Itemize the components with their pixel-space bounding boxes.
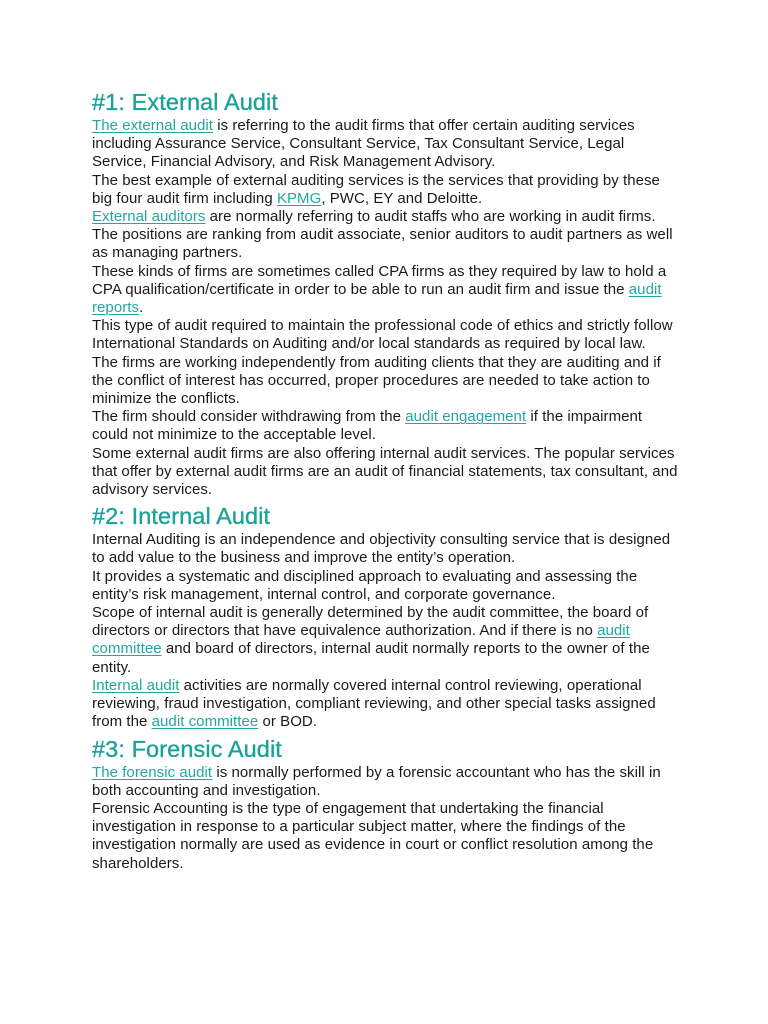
paragraph-text: Some external audit firms are also offering internal audit services. The popular services that offer by external audit firms are an audit of financial statements, tax consultant, and advisory services. [92, 444, 678, 499]
paragraph [92, 117, 682, 172]
document-page [92, 88, 682, 873]
paragraph-text: activities are normally covered internal control reviewing, operational reviewing, fraud investigation, compliant reviewing, and other special tasks assigned from the [92, 676, 656, 731]
paragraph [92, 408, 682, 444]
paragraph [92, 354, 682, 409]
paragraph [92, 172, 682, 208]
paragraph-text: is normally performed by a forensic accountant who has the skill in both accounting and investigation. [92, 763, 661, 799]
paragraph-text: Internal Auditing is an independence and objectivity consulting service that is designed to add value to the business and improve the entity’s operation. [92, 531, 671, 567]
paragraph [92, 764, 682, 800]
paragraph-text: or BOD. [258, 713, 318, 731]
paragraph-text: . [139, 299, 144, 317]
paragraph-text: if the impairment could not minimize to the acceptable level. [92, 408, 643, 444]
paragraph-text: Forensic Accounting is the type of engagement that undertaking the financial investigation in response to a particular subject matter, where the findings of the investigation normally are used as evidence in court or conflict resolution among the shareholders. [92, 799, 654, 872]
paragraph [92, 317, 682, 353]
link-the-external-audit[interactable]: The external audit [92, 117, 213, 134]
section-3 [92, 735, 682, 873]
link-internal-audit[interactable]: Internal audit [92, 676, 180, 694]
link-audit-committee[interactable]: audit committee [151, 713, 259, 731]
paragraph [92, 677, 682, 732]
paragraph-text: This type of audit required to maintain the professional code of ethics and strictly follow International Standards on Auditing and/or local standards as required by local law. [92, 317, 673, 353]
paragraph [92, 800, 682, 873]
paragraph-text: and board of directors, internal audit normally reports to the owner of the entity. [92, 640, 650, 676]
section-heading: #3: Forensic Audit [92, 735, 282, 762]
paragraph-text: Scope of internal audit is generally determined by the audit committee, the board of directors or directors that have equivalence authorization. And if there is no [92, 604, 649, 640]
paragraph [92, 568, 682, 604]
paragraph-text: is referring to the audit firms that offer certain auditing services including Assurance Service, Consultant Service, Tax Consultant Service, Legal Service, Financial Advisory, and Risk Management Advisory. [92, 117, 635, 171]
paragraph [92, 531, 682, 567]
paragraph-text: The firm should consider withdrawing from the [92, 408, 406, 426]
link-audit-engagement[interactable]: audit engagement [405, 408, 527, 426]
paragraph [92, 445, 682, 500]
paragraph-text: , PWC, EY and Deloitte. [321, 189, 483, 207]
paragraph-text: It provides a systematic and disciplined approach to evaluating and assessing the entity’s risk management, internal control, and corporate governance. [92, 567, 638, 603]
section-heading: #1: External Audit [92, 89, 279, 115]
paragraph [92, 208, 682, 263]
link-audit-reports[interactable]: audit reports [92, 280, 662, 317]
section-1 [92, 88, 682, 499]
paragraph-text: are normally referring to audit staffs who are working in audit firms. The positions are ranking from audit associate, senior auditors to audit partners as well as managing partners. [92, 208, 673, 262]
link-audit-committee[interactable]: audit committee [92, 622, 630, 658]
paragraph-text: The best example of external auditing services is the services that providing by these big four audit firm including [92, 171, 660, 207]
link-external-auditors[interactable]: External auditors [92, 208, 206, 226]
link-the-forensic-audit[interactable]: The forensic audit [92, 763, 213, 781]
paragraph-text: The firms are working independently from auditing clients that they are auditing and if the conflict of interest has occurred, proper procedures are needed to take action to minimize the conflicts. [92, 353, 661, 408]
paragraph [92, 604, 682, 677]
section-2 [92, 502, 682, 731]
paragraph [92, 263, 682, 318]
link-kpmg[interactable]: KPMG [276, 189, 322, 207]
section-heading: #2: Internal Audit [92, 503, 271, 530]
paragraph-text: These kinds of firms are sometimes called CPA firms as they required by law to hold a CPA qualification/certificate in order to be able to run an audit firm and issue the [92, 262, 667, 298]
